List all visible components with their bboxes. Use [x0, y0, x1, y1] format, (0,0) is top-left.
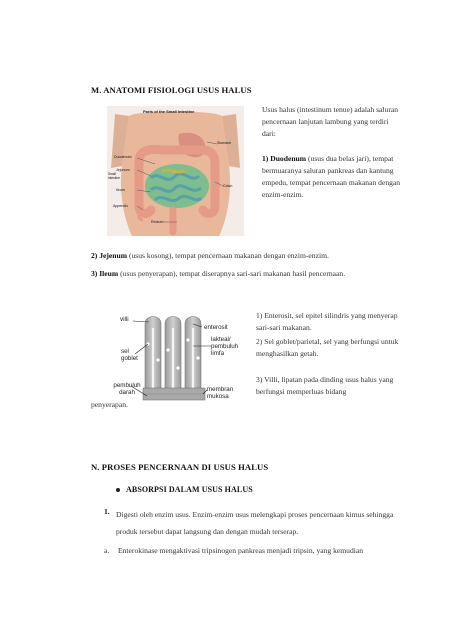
label-membran-mukosa	[207, 386, 233, 400]
ileum-term: 3) Ileum	[91, 269, 119, 278]
cell-enterosit: 1) Enterosit, sel epitel silindris yang menyerap sari-sari makanan.	[256, 311, 398, 332]
label-pembuluh: pembuluh	[113, 382, 141, 389]
section-n-heading: N. PROSES PENCERNAAN DI USUS HALUS	[91, 462, 269, 472]
label-small-intestine: Small intestine	[108, 172, 120, 180]
label-lakteal-3: limfa	[211, 350, 225, 357]
item-a-label: a.	[104, 546, 110, 555]
label-sel: sel	[121, 348, 129, 355]
label-jejunum: Jejunum	[116, 168, 130, 172]
label-enterosit: enterosit	[204, 324, 228, 331]
bullet-dot-icon	[116, 488, 120, 492]
figure1-title: Parts of the Small Intestine	[143, 109, 195, 114]
label-lakteal-2: pembuluh	[211, 343, 239, 350]
duodenum-paragraph	[262, 153, 402, 201]
jejunum-term: 2) Jejenum	[91, 251, 128, 260]
jejunum-paragraph	[91, 250, 421, 262]
label-darah: darah	[119, 389, 135, 396]
duodenum-term: 1) Duodenum	[262, 154, 307, 163]
label-colon: Colon	[223, 184, 233, 188]
jejunum-desc: (usus kosong), tempat pencernaan makanan dengan enzim-enzim.	[127, 251, 329, 260]
label-appendix: Appendix	[113, 204, 128, 208]
intro-paragraph: Usus halus (intestinum tenue) adalah saluran pencernaan lanjutan lambung yang terdiri dari:	[262, 105, 399, 138]
section-m-heading: M. ANATOMI FISIOLOGI USUS HALUS	[91, 85, 252, 95]
label-duodenum: Duodenum	[114, 155, 132, 159]
label-lakteal-1: lakteal/	[211, 336, 231, 343]
label-pembuluh-darah	[107, 382, 147, 396]
label-goblet: goblet	[121, 355, 138, 362]
cell-goblet: 2) Sel goblet/parietal, sel yang berfungsi untuk menghasilkan getah.	[256, 337, 399, 358]
label-stomach: Stomach	[217, 141, 232, 145]
label-membran: membran	[207, 386, 234, 393]
cell-villi-tail: penyerapan.	[91, 400, 128, 409]
label-lakteal	[211, 336, 238, 357]
label-villi: villi	[120, 316, 129, 323]
villi-figure	[107, 310, 249, 410]
item-a-text: Enterokinase mengaktivasi tripsinogen pankreas menjadi tripsin, yang kemudian	[118, 546, 364, 555]
small-intestine-figure	[107, 106, 244, 236]
item1-text: Digesti oleh enzim usus. Enzim-enzim usus melengkapi proses pencernaan kimus sehingga produk tersebut dapat langsung dan dengan mudah terserap.	[116, 510, 394, 536]
ileum-paragraph	[91, 268, 421, 280]
label-ileum: Ileum	[116, 188, 125, 192]
cell-villi: 3) Villi, lipatan pada dinding usus halus yang berfungsi memperluas bidang	[256, 375, 394, 396]
item1-number: 1.	[104, 507, 110, 516]
duodenum-desc: (usus dua belas jari), tempat bermuaranya saluran pankreas dan kantung empedu, tempat pencernaan makanan dengan enzim-enzim.	[262, 154, 401, 199]
absorpsi-heading: ABSORPSI DALAM USUS HALUS	[126, 485, 253, 494]
label-sel-goblet	[121, 348, 138, 362]
label-rectum: Rectum	[151, 220, 164, 224]
ileum-desc: (usus penyerapan), tempat diserapnya sari-sari makanan hasil pencernaan.	[118, 269, 346, 278]
label-mukosa: mukosa	[207, 393, 229, 400]
